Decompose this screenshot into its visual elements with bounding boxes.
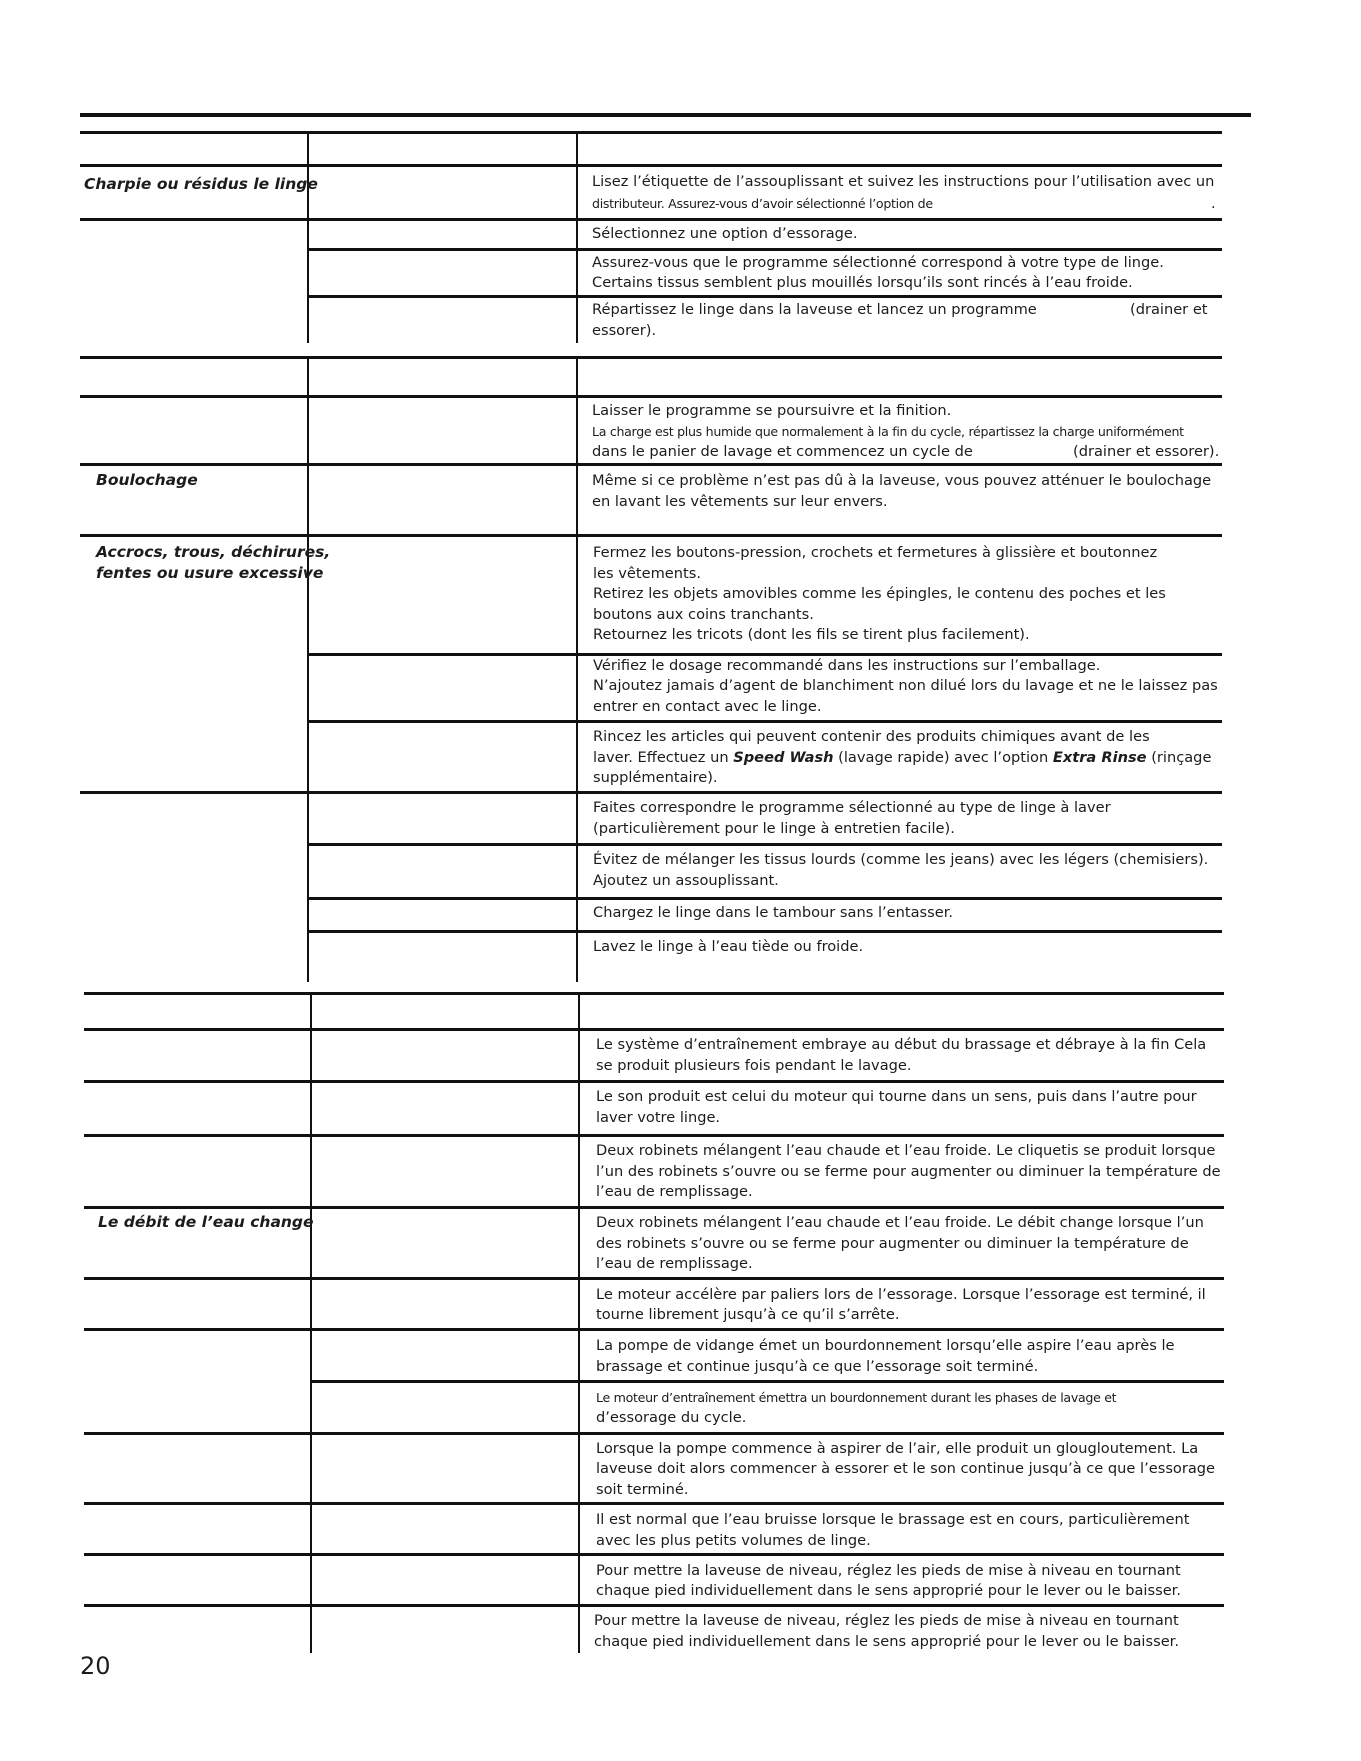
solution-text: Rincez les articles qui peuvent contenir des produits chimiques avant de les: [593, 728, 1150, 745]
solution-text: l’eau de remplissage.: [596, 1183, 753, 1200]
solution-text: Retournez les tricots (dont les fils se tirent plus facilement).: [593, 626, 1030, 643]
solution-text: (drainer et: [1130, 301, 1208, 318]
solution-text: chaque pied individuellement dans le sens approprié pour le lever ou le baisser.: [594, 1633, 1179, 1650]
solution-text: laveuse doit alors commencer à essorer et le son continue jusqu’à ce que l’essorage: [596, 1460, 1216, 1477]
solution-text: distributeur. Assurez-vous d’avoir sélectionné l’option de: [592, 196, 933, 211]
solution-text: Répartissez le linge dans la laveuse et lancez un programme: [592, 301, 1037, 318]
solution-text: Lavez le linge à l’eau tiède ou froide.: [593, 938, 864, 955]
solution-text: chaque pied individuellement dans le sens approprié pour le lever ou le baisser.: [596, 1582, 1181, 1599]
solution-text: Le système d’entraînement embraye au début du brassage et débraye à la fin Cela: [596, 1036, 1207, 1053]
row-divider: [307, 930, 1222, 933]
column-divider: [307, 356, 309, 982]
solution-text: Fermez les boutons-pression, crochets et fermetures à glissière et boutonnez: [593, 544, 1158, 561]
solution-text: Ajoutez un assouplissant.: [593, 872, 779, 889]
row-divider: [84, 1206, 1224, 1209]
row-divider: [307, 295, 1222, 298]
problem-snags: Accrocs, trous, déchirures,: [96, 543, 331, 561]
solution-text: Pour mettre la laveuse de niveau, réglez les pieds de mise à niveau en tournant: [594, 1612, 1179, 1629]
solution-text: N’ajoutez jamais d’agent de blanchiment non dilué lors du lavage et ne le laissez pas: [593, 677, 1218, 694]
column-divider: [576, 356, 578, 982]
row-divider: [84, 1502, 1224, 1505]
page-number: 20: [80, 1652, 111, 1680]
problem-snags: fentes ou usure excessive: [96, 564, 324, 582]
solution-text: les vêtements.: [593, 565, 701, 582]
solution-text: soit terminé.: [596, 1481, 689, 1498]
solution-text: Assurez-vous que le programme sélectionné correspond à votre type de linge.: [592, 254, 1164, 271]
solution-text: Lisez l’étiquette de l’assouplissant et suivez les instructions pour l’utilisation avec un: [592, 173, 1215, 190]
solution-text: supplémentaire).: [593, 769, 718, 786]
row-divider: [307, 248, 1222, 251]
solution-text: laver votre linge.: [596, 1109, 721, 1126]
row-divider: [84, 1328, 1224, 1331]
solution-text: Vérifiez le dosage recommandé dans les instructions sur l’emballage.: [593, 657, 1101, 674]
solution-text: dans le panier de lavage et commencez un cycle de: [592, 443, 973, 460]
solution-text: La charge est plus humide que normalement à la fin du cycle, répartissez la charge uniformément: [592, 424, 1184, 439]
row-divider: [84, 1080, 1224, 1083]
solution-text: avec les plus petits volumes de linge.: [596, 1532, 871, 1549]
problem-water-flow: Le débit de l’eau change: [98, 1213, 314, 1231]
top-rule: [80, 113, 1251, 117]
solution-text: brassage et continue jusqu’à ce que l’essorage soit terminé.: [596, 1358, 1039, 1375]
solution-text: se produit plusieurs fois pendant le lavage.: [596, 1057, 912, 1074]
solution-text: (drainer et essorer).: [1073, 443, 1220, 460]
row-divider: [80, 534, 1222, 537]
solution-text: Le son produit est celui du moteur qui tourne dans un sens, puis dans l’autre pour: [596, 1088, 1197, 1105]
solution-text: La pompe de vidange émet un bourdonnement lorsqu’elle aspire l’eau après le: [596, 1337, 1175, 1354]
solution-text: en lavant les vêtements sur leur envers.: [592, 493, 888, 510]
solution-text: (particulièrement pour le linge à entretien facile).: [593, 820, 955, 837]
row-divider: [84, 1432, 1224, 1435]
solution-text: entrer en contact avec le linge.: [593, 698, 822, 715]
column-divider: [576, 131, 578, 343]
column-divider: [307, 131, 309, 343]
section-header-rule: [80, 131, 1222, 134]
solution-text: Sélectionnez une option d’essorage.: [592, 225, 858, 242]
solution-text: boutons aux coins tranchants.: [593, 606, 814, 623]
row-divider: [84, 1277, 1224, 1280]
problem-lint: Charpie ou résidus le linge: [84, 175, 318, 193]
solution-text: Laisser le programme se poursuivre et la finition.: [592, 402, 952, 419]
row-divider: [80, 791, 1222, 794]
solution-text: des robinets s’ouvre ou se ferme pour augmenter ou diminuer la température de: [596, 1235, 1189, 1252]
row-divider: [84, 1604, 1224, 1607]
solution-text: Retirez les objets amovibles comme les épingles, le contenu des poches et les: [593, 585, 1166, 602]
solution-text: Deux robinets mélangent l’eau chaude et l’eau froide. Le débit change lorsque l’un: [596, 1214, 1204, 1231]
solution-text: Le moteur accélère par paliers lors de l’essorage. Lorsque l’essorage est terminé, il: [596, 1286, 1206, 1303]
section-header-rule: [80, 164, 1222, 167]
solution-text: d’essorage du cycle.: [596, 1409, 747, 1426]
row-divider: [80, 463, 1222, 466]
solution-text: Deux robinets mélangent l’eau chaude et l’eau froide. Le cliquetis se produit lorsque: [596, 1142, 1216, 1159]
solution-text: Pour mettre la laveuse de niveau, réglez les pieds de mise à niveau en tournant: [596, 1562, 1181, 1579]
solution-text: Lorsque la pompe commence à aspirer de l’air, elle produit un glougloutement. La: [596, 1440, 1199, 1457]
solution-text: Il est normal que l’eau bruisse lorsque le brassage est en cours, particulièrement: [596, 1511, 1190, 1528]
solution-text: .: [1211, 195, 1216, 212]
row-divider: [80, 218, 309, 221]
solution-text: Faites correspondre le programme sélectionné au type de linge à laver: [593, 799, 1111, 816]
section-header-rule: [80, 395, 1222, 398]
solution-text: Évitez de mélanger les tissus lourds (comme les jeans) avec les légers (chemisiers).: [593, 851, 1209, 868]
solution-text: Même si ce problème n’est pas dû à la laveuse, vous pouvez atténuer le boulochage: [592, 472, 1212, 489]
row-divider: [307, 720, 1222, 723]
row-divider: [84, 1134, 1224, 1137]
solution-text: l’eau de remplissage.: [596, 1255, 753, 1272]
row-divider: [84, 1553, 1224, 1556]
section-header-rule: [80, 356, 1222, 359]
solution-text: Le moteur d’entraînement émettra un bourdonnement durant les phases de lavage et: [596, 1390, 1117, 1405]
section-header-rule: [84, 992, 1224, 995]
row-divider: [310, 1380, 1224, 1383]
row-divider: [307, 897, 1222, 900]
row-divider: [307, 218, 1222, 221]
solution-text: essorer).: [592, 322, 657, 339]
solution-text: laver. Effectuez un Speed Wash (lavage rapide) avec l’option Extra Rinse (rinçage: [593, 749, 1212, 766]
solution-text: Certains tissus semblent plus mouillés lorsqu’ils sont rincés à l’eau froide.: [592, 274, 1133, 291]
solution-text: Chargez le linge dans le tambour sans l’entasser.: [593, 904, 954, 921]
solution-text: tourne librement jusqu’à ce qu’il s’arrête.: [596, 1306, 900, 1323]
row-divider: [307, 843, 1222, 846]
problem-pilling: Boulochage: [96, 471, 198, 489]
section-header-rule: [84, 1028, 1224, 1031]
solution-text: l’un des robinets s’ouvre ou se ferme pour augmenter ou diminuer la température de: [596, 1163, 1221, 1180]
